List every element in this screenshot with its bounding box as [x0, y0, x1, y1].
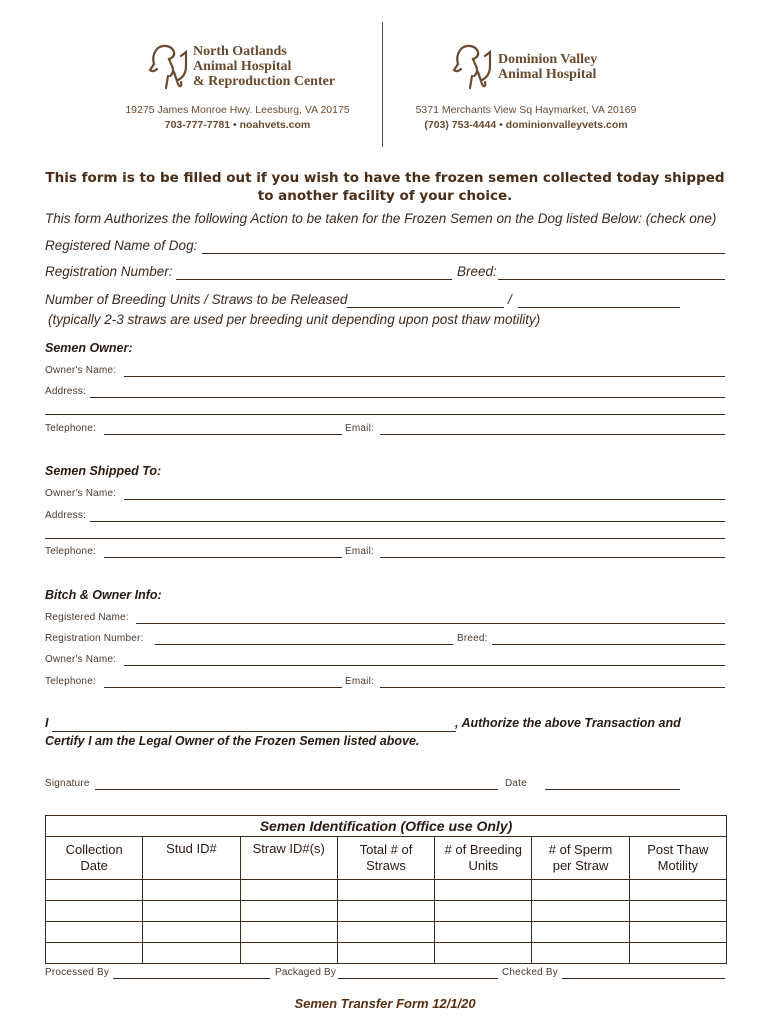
bitch-registration-number-label: Registration Number: — [45, 633, 144, 644]
col-post-thaw-motility: Post Thaw Motility — [629, 837, 726, 880]
semen-owner-name-label: Owner's Name: — [45, 365, 117, 376]
certify-i: I — [45, 716, 49, 730]
bitch-owner-name-label: Owner's Name: — [45, 654, 117, 665]
semen-owner-address-field[interactable] — [90, 397, 725, 398]
dog-registration-number-label: Registration Number: — [45, 264, 173, 279]
form-footer-title: Semen Transfer Form 12/1/20 — [294, 996, 476, 1011]
col-straw-ids: Straw ID#(s) — [240, 837, 337, 880]
bitch-telephone-label: Telephone: — [45, 676, 96, 687]
dog-breed-field[interactable] — [498, 279, 725, 280]
dog-registered-name-field[interactable] — [202, 253, 725, 254]
table-cell[interactable] — [435, 901, 532, 922]
shipped-to-address-field-2[interactable] — [45, 538, 725, 539]
bitch-registration-number-field[interactable] — [155, 644, 453, 645]
table-row — [46, 880, 727, 901]
breeding-units-field[interactable] — [347, 307, 504, 308]
right-clinic-name-line1: Dominion Valley — [498, 52, 598, 67]
dog-breed-label: Breed: — [457, 264, 497, 279]
table-cell[interactable] — [435, 880, 532, 901]
table-cell[interactable] — [143, 901, 240, 922]
dog-registered-name-label: Registered Name of Dog: — [45, 238, 198, 253]
bitch-email-label: Email: — [345, 676, 374, 687]
col-stud-id: Stud ID# — [143, 837, 240, 880]
intro-line-1: This form is to be filled out if you wish to have the frozen semen collected today shipped — [45, 170, 725, 186]
packaged-by-field[interactable] — [338, 978, 498, 979]
col-total-straws: Total # of Straws — [337, 837, 434, 880]
table-cell[interactable] — [532, 880, 629, 901]
processed-by-field[interactable] — [113, 978, 270, 979]
table-cell[interactable] — [435, 922, 532, 943]
table-cell[interactable] — [532, 943, 629, 964]
shipped-to-name-field[interactable] — [124, 499, 725, 500]
semen-identification-table — [45, 815, 727, 964]
left-clinic-name-line1: North Oatlands — [193, 44, 287, 59]
table-cell[interactable] — [143, 880, 240, 901]
shipped-to-address-field[interactable] — [90, 521, 725, 522]
packaged-by-label: Packaged By — [275, 967, 337, 978]
shipped-to-telephone-field[interactable] — [104, 557, 342, 558]
certify-owner-text: Certify I am the Legal Owner of the Frozen Semen listed above. — [45, 734, 420, 748]
semen-owner-email-label: Email: — [345, 423, 374, 434]
right-clinic-name-line2: Animal Hospital — [498, 67, 597, 82]
right-clinic-address: 5371 Merchants View Sq Haymarket, VA 20169 — [415, 104, 637, 116]
semen-owner-address-field-2[interactable] — [45, 414, 725, 415]
shipped-to-title: Semen Shipped To: — [45, 464, 162, 478]
semen-owner-name-field[interactable] — [124, 376, 725, 377]
left-clinic-logo — [148, 42, 348, 92]
bitch-owner-name-field[interactable] — [124, 665, 725, 666]
table-cell[interactable] — [532, 922, 629, 943]
table-cell[interactable] — [46, 943, 143, 964]
bitch-email-field[interactable] — [380, 687, 725, 688]
header-divider — [382, 22, 383, 147]
semen-owner-telephone-label: Telephone: — [45, 423, 96, 434]
table-cell[interactable] — [46, 880, 143, 901]
signature-label: Signature — [45, 778, 90, 789]
col-collection-date: Collection Date — [46, 837, 143, 880]
table-cell[interactable] — [240, 922, 337, 943]
table-cell[interactable] — [629, 922, 726, 943]
left-clinic-contact: 703-777-7781 • noahvets.com — [164, 119, 311, 131]
dog-registration-number-field[interactable] — [176, 279, 452, 280]
bitch-breed-field[interactable] — [492, 644, 725, 645]
checked-by-label: Checked By — [502, 967, 558, 978]
semen-owner-title: Semen Owner: — [45, 341, 133, 355]
breeding-units-note: (typically 2-3 straws are used per breeding unit depending upon post thaw motility) — [48, 312, 541, 327]
authorize-text: This form Authorizes the following Action to be taken for the Frozen Semen on the Dog listed Below: (check one) — [45, 211, 717, 226]
bitch-registered-name-label: Registered Name: — [45, 612, 129, 623]
semen-identification-title: Semen Identification (Office use Only) — [46, 816, 727, 837]
semen-owner-telephone-field[interactable] — [104, 434, 342, 435]
table-row — [46, 922, 727, 943]
table-row — [46, 943, 727, 964]
table-cell[interactable] — [337, 943, 434, 964]
straws-field[interactable] — [518, 307, 680, 308]
table-cell[interactable] — [240, 901, 337, 922]
signature-field[interactable] — [95, 789, 498, 790]
certify-name-field[interactable] — [52, 731, 456, 732]
table-cell[interactable] — [46, 922, 143, 943]
shipped-to-email-label: Email: — [345, 546, 374, 557]
right-clinic-contact: (703) 753-4444 • dominionvalleyvets.com — [424, 119, 628, 131]
certify-authorize-text: , Authorize the above Transaction and — [455, 716, 681, 730]
table-header-row — [46, 837, 727, 880]
semen-owner-address-label: Address: — [45, 386, 87, 397]
bitch-breed-label: Breed: — [457, 633, 488, 644]
table-cell[interactable] — [629, 943, 726, 964]
dog-and-cat-logo-icon — [148, 42, 190, 92]
left-clinic-address: 19275 James Monroe Hwy. Leesburg, VA 20175 — [125, 104, 350, 116]
table-cell[interactable] — [435, 943, 532, 964]
shipped-to-name-label: Owner's Name: — [45, 488, 117, 499]
breeding-units-separator: / — [508, 292, 512, 307]
table-row — [46, 901, 727, 922]
bitch-telephone-field[interactable] — [104, 687, 342, 688]
table-cell[interactable] — [629, 880, 726, 901]
shipped-to-address-label: Address: — [45, 510, 87, 521]
breeding-units-label: Number of Breeding Units / Straws to be Released — [45, 292, 348, 307]
date-field[interactable] — [545, 789, 680, 790]
dog-and-cat-logo-icon — [452, 42, 494, 92]
date-label: Date — [505, 778, 527, 789]
table-cell[interactable] — [532, 901, 629, 922]
shipped-to-telephone-label: Telephone: — [45, 546, 96, 557]
col-breeding-units: # of Breeding Units — [435, 837, 532, 880]
right-clinic-logo — [452, 42, 652, 92]
table-cell[interactable] — [337, 901, 434, 922]
table-cell[interactable] — [240, 943, 337, 964]
processed-by-label: Processed By — [45, 967, 110, 978]
table-cell[interactable] — [337, 880, 434, 901]
table-cell[interactable] — [240, 880, 337, 901]
shipped-to-email-field[interactable] — [380, 557, 725, 558]
table-cell[interactable] — [143, 922, 240, 943]
table-cell[interactable] — [143, 943, 240, 964]
semen-owner-email-field[interactable] — [380, 434, 725, 435]
intro-line-2: to another facility of your choice. — [257, 188, 513, 204]
checked-by-field[interactable] — [562, 978, 725, 979]
table-cell[interactable] — [46, 901, 143, 922]
table-cell[interactable] — [337, 922, 434, 943]
left-clinic-name-line3: & Reproduction Center — [193, 74, 336, 89]
table-cell[interactable] — [629, 901, 726, 922]
left-clinic-name-line2: Animal Hospital — [193, 59, 292, 74]
bitch-owner-title: Bitch & Owner Info: — [45, 588, 162, 602]
bitch-registered-name-field[interactable] — [136, 623, 725, 624]
col-sperm-per-straw: # of Sperm per Straw — [532, 837, 629, 880]
